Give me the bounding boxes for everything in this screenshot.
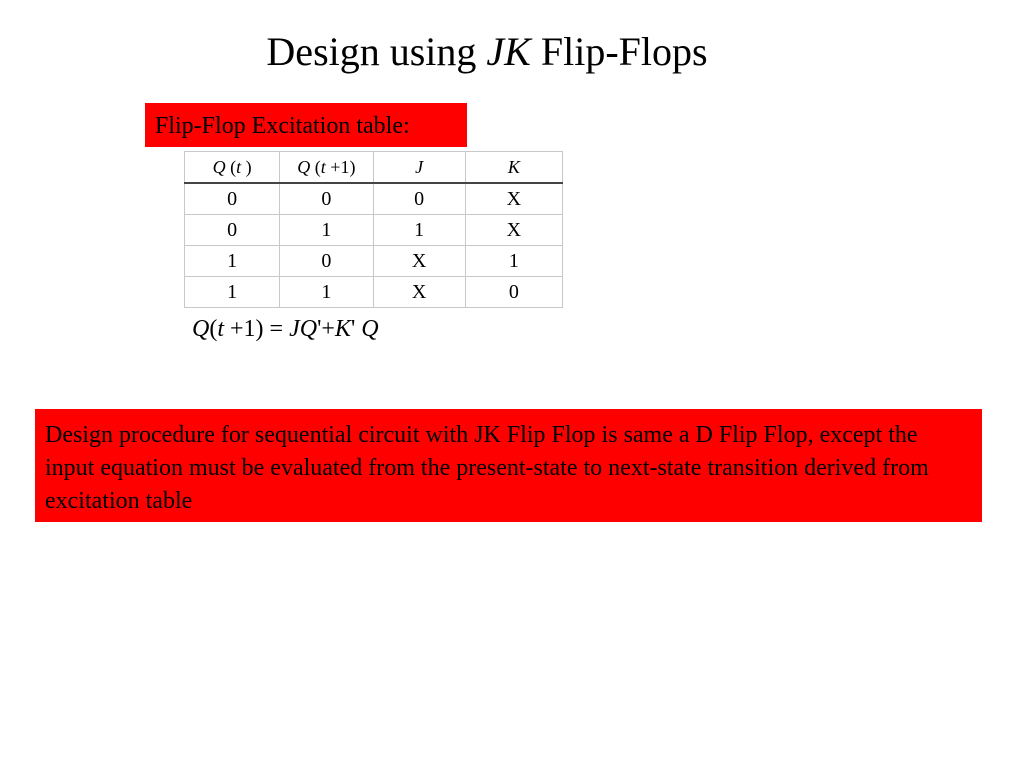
slide-title (0, 28, 974, 76)
header-q-t-plus-1: Q (t +1) (280, 152, 373, 184)
header-q-t: Q (t ) (185, 152, 280, 184)
table-cell: 1 (465, 246, 562, 277)
table-row (185, 246, 563, 277)
table-cell: 0 (185, 183, 280, 215)
table-cell: 1 (185, 277, 280, 308)
table-row (185, 183, 563, 215)
table-cell: 1 (280, 277, 373, 308)
table-cell: 0 (280, 246, 373, 277)
table-header-row (185, 152, 563, 184)
excitation-table-label: Flip-Flop Excitation table: (145, 103, 467, 147)
table-cell: 0 (465, 277, 562, 308)
design-procedure-note: Design procedure for sequential circuit with JK Flip Flop is same a D Flip Flop, except the input equation must be evaluated from the present-state to next-state transition derived from excitation table (35, 409, 982, 522)
table-cell: 1 (185, 246, 280, 277)
table-cell: X (465, 183, 562, 215)
table-cell: 0 (185, 215, 280, 246)
table-cell: 1 (280, 215, 373, 246)
table-cell: X (465, 215, 562, 246)
table-cell: 0 (373, 183, 465, 215)
table-cell: X (373, 277, 465, 308)
table-cell: 1 (373, 215, 465, 246)
title-emphasis: JK (486, 29, 531, 74)
table-cell: 0 (280, 183, 373, 215)
title-prefix: Design using (266, 29, 487, 74)
table-row (185, 277, 563, 308)
header-j: J (373, 152, 465, 184)
title-suffix: Flip-Flops (530, 29, 708, 74)
next-state-equation: Q(t +1) = JQ'+K' Q (192, 316, 379, 342)
table-row (185, 215, 563, 246)
excitation-table (184, 151, 563, 308)
header-k: K (465, 152, 562, 184)
table-cell: X (373, 246, 465, 277)
